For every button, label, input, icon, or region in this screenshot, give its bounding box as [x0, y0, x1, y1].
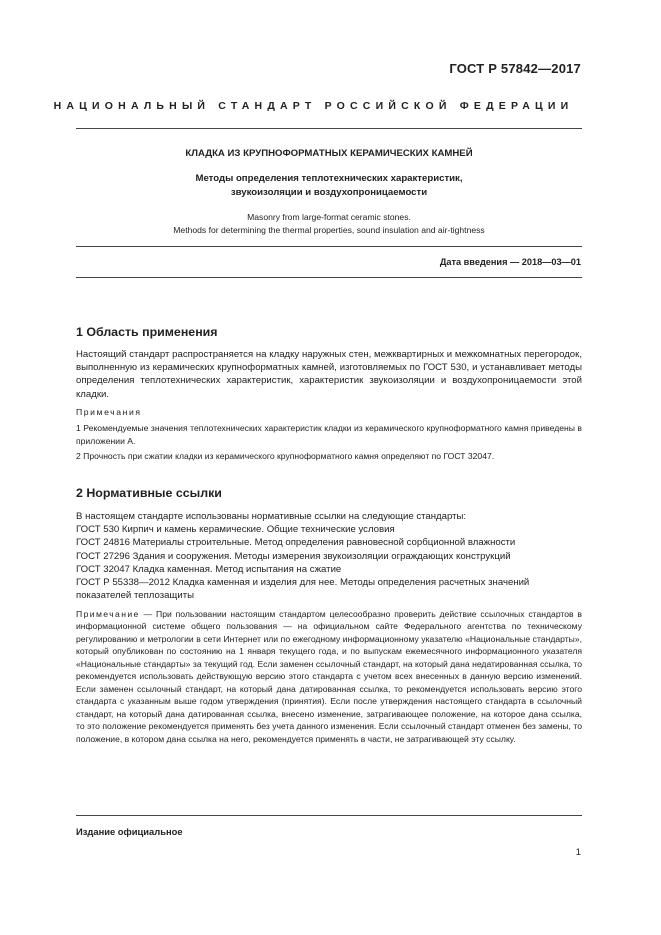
section-1-note-2: 2 Прочность при сжатии кладки из керамического крупноформатного камня определяют по ГОСТ 32047. [76, 451, 495, 461]
section-2-note [76, 608, 582, 745]
english-title [76, 211, 582, 237]
section-1-notes-label: Примечания [76, 407, 142, 417]
footer-divider [76, 815, 582, 816]
english-title-line-1: Masonry from large-format ceramic stones. [247, 212, 411, 222]
introduction-date: Дата введения — 2018—03—01 [439, 257, 581, 267]
standard-code: ГОСТ Р 57842—2017 [449, 61, 581, 76]
reference-item: ГОСТ 32047 Кладка каменная. Метод испытания на сжатие [76, 563, 342, 575]
title-divider-top [76, 246, 582, 247]
reference-item: ГОСТ 530 Кирпич и камень керамические. Общие технические условия [76, 524, 395, 536]
section-2-heading: 2 Нормативные ссылки [76, 486, 222, 500]
national-standard-title: НАЦИОНАЛЬНЫЙ СТАНДАРТ РОССИЙСКОЙ ФЕДЕРАЦИИ [53, 100, 574, 112]
references-intro: В настоящем стандарте использованы нормативные ссылки на следующие стандарты: [76, 511, 467, 522]
english-title-line-2: Methods for determining the thermal properties, sound insulation and air-tightness [173, 225, 485, 235]
page-number: 1 [575, 846, 581, 857]
document-title: КЛАДКА ИЗ КРУПНОФОРМАТНЫХ КЕРАМИЧЕСКИХ КАМНЕЙ [185, 148, 473, 159]
title-divider-bottom [76, 277, 582, 278]
reference-item: ГОСТ 27296 Здания и сооружения. Методы измерения звукоизоляции ограждающих конструкций [76, 550, 511, 562]
section-2-note-label: Примечание [76, 609, 140, 619]
section-1-paragraph: Настоящий стандарт распространяется на кладку наружных стен, межквартирных и межкомнатных перегородок, выполненную из керамических крупноформатных камней, изготовляемых по ГОСТ 530, и устанавливает методы определения теплотехнических характеристик, характеристик звукоизоляции и воздухопроницаемости этой кладки. [76, 349, 582, 400]
reference-item: ГОСТ 24816 Материалы строительные. Метод определения равновесной сорбционной влажности [76, 537, 516, 549]
edition-label: Издание официальное [76, 826, 183, 837]
section-1-heading: 1 Область применения [76, 325, 218, 339]
references-list [76, 510, 582, 602]
subtitle-line-2: звукоизоляции и воздухопроницаемости [230, 187, 428, 198]
document-subtitle [76, 172, 582, 200]
section-2-note-text: — При пользовании настоящим стандартом целесообразно проверить действие ссылочных стандартов в информационной системе общего пользования — на официальном сайте Федерального агентства по техническому регулированию и метрологии в сети Интернет или по ежегодному информационному указателю «Национальные стандарты», который опубликован по состоянию на 1 января текущего года, и по выпускам ежемесячного информационного указателя «Национальные стандарты» за текущий год. Если заменен ссылочный стандарт, на который дана недатированная ссылка, то рекомендуется использовать действующую версию этого стандарта с учетом всех внесенных в данную версию изменений. Если заменен ссылочный стандарт, на который дана датированная ссылка, то рекомендуется использовать версию этого стандарта с указанным выше годом утверждения (принятия). Если после утверждения настоящего стандарта в ссылочный стандарт, на который дана датированная ссылка, внесено изменение, затрагивающее положение, на которое дана ссылка, то это положение рекомендуется применять без учета данного изменения. Если ссылочный стандарт отменен без замены, то положение, в котором дана ссылка на него, рекомендуется применять в части, не затрагивающей эту ссылку. [76, 609, 582, 744]
reference-item: ГОСТ Р 55338—2012 Кладка каменная и изделия для нее. Методы определения расчетных значений показателей теплозащиты [76, 577, 530, 602]
header-divider [76, 128, 582, 129]
section-1-note-1: 1 Рекомендуемые значения теплотехнических характеристик кладки из керамического крупноформатного камня приведены в приложении А. [76, 423, 582, 446]
subtitle-line-1: Методы определения теплотехнических характеристик, [195, 173, 463, 184]
